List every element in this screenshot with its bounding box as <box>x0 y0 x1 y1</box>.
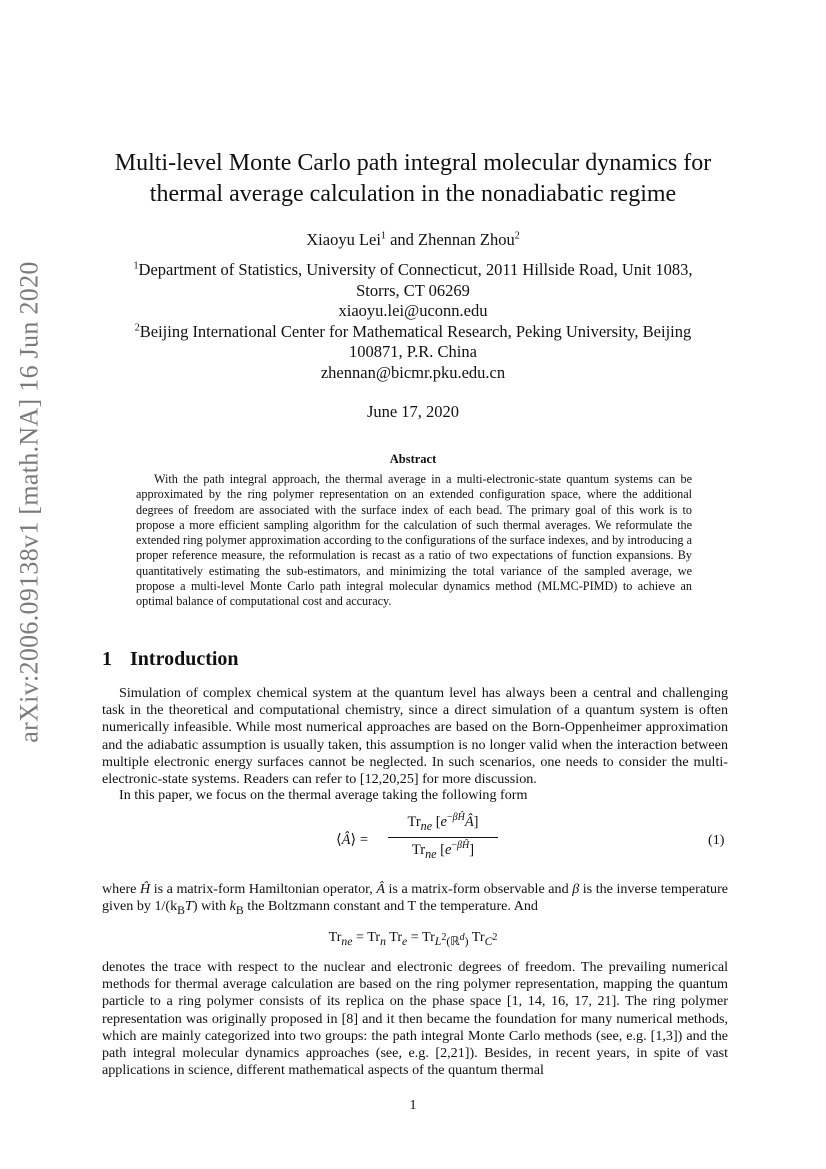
affiliation-2-line-2: 100871, P.R. China <box>349 342 477 361</box>
author-1-affil-mark: 1 <box>380 230 386 242</box>
title-line-1: Multi-level Monte Carlo path integral molecular dynamics for <box>114 150 712 176</box>
affiliations <box>100 260 726 383</box>
affiliation-1-mark: 1 <box>133 260 139 272</box>
equation-numerator: $Tr_{ne}$ $[e^{-\beta Ĥ}Â]$ <box>407 812 479 833</box>
section-heading <box>102 648 239 671</box>
affiliation-1-email: xiaoyu.lei@uconn.edu <box>338 301 488 320</box>
author-list <box>90 230 736 250</box>
abstract-heading: Abstract <box>389 452 437 466</box>
author-1-name: Xiaoyu Lei <box>306 230 381 249</box>
hamiltonian-symbol: Ĥ <box>139 881 151 897</box>
equation-fraction <box>388 812 498 862</box>
paper-title <box>90 148 736 210</box>
abstract-body: With the path integral approach, the thermal average in a multi-electronic-state quantum systems can be approximated by the ring polymer representation on an extended configuration space, where the additional degrees of freedom are associated with the surface index of each bead. The primary goal of this work is to propose a more efficient sampling algorithm for the calculation of such thermal averages. We reformulate the extended ring polymer approximation according to the configurations of the surface indexes, and by introducing a proper reference measure, the reformulation is recast as a ratio of two expectations of function expansions. By quantitatively estimating the sub-estimators, and minimizing the total variance of the sampled average, we propose a multi-level Monte Carlo path integral molecular dynamics method (MLMC-PIMD) to achieve an optimal balance of computational cost and accuracy. <box>136 472 692 609</box>
affiliation-2-line-1 <box>100 322 726 343</box>
p3-text-d: is the inverse temperature given by <box>102 881 729 915</box>
affiliation-1-line-2: Storrs, CT 06269 <box>356 280 470 300</box>
arxiv-identifier-stamp <box>6 261 54 743</box>
p3-text-b: is a matrix-form Hamiltonian operator, <box>150 881 377 897</box>
affiliation-1-line-1 <box>100 260 726 281</box>
affiliation-2-email: zhennan@bicmr.pku.edu.cn <box>320 362 506 382</box>
author-connector: and <box>385 230 419 249</box>
affiliation-2-text-line-1: Beijing International Center for Mathematical Research, Peking University, Beijing <box>139 321 692 341</box>
equation-lhs: ⟨Â⟩ = <box>336 832 368 848</box>
p3-text-a: where <box>102 881 140 897</box>
affiliation-2-mark: 2 <box>134 322 140 333</box>
author-2-name: Zhennan Zhou <box>418 230 515 249</box>
p3-text-c: is a matrix-form observable and <box>384 881 573 897</box>
equation-number: (1) <box>708 832 725 848</box>
intro-paragraph-4: denotes the trace with respect to the nuclear and electronic degrees of freedom. The prevailing numerical methods for thermal average calculation are based on the ring polymer representation, mapping the quantum particle to a ring polymer consists of its replica on the phase space [1, 14, 16, 17, 21]. The ring polymer representation was originally proposed in [8] and it then became the foundation for many numerical methods, which are mainly categorized into two groups: the path integral Monte Carlo methods (see, e.g. [1,3]) and the path integral molecular dynamics approaches (see, e.g. [2,21]). Besides, in recent years, in spite of vast applications in science, different mathematical aspects of the quantum thermal <box>102 959 728 1079</box>
p3-text-e: with <box>197 898 230 915</box>
intro-paragraph-2: In this paper, we focus on the thermal average taking the following form <box>119 787 528 803</box>
title-line-2: thermal average calculation in the nonadiabatic regime <box>149 181 677 207</box>
author-2-affil-mark: 2 <box>514 230 520 242</box>
section-title: Introduction <box>130 648 239 670</box>
equation-denominator: $Tr_{ne}$ $[e^{-\beta Ĥ}]$ <box>411 840 475 861</box>
observable-symbol: Â <box>376 881 385 897</box>
intro-paragraph-3: where Ĥ is a matrix-form Hamiltonian operator, Â is a matrix-form observable and β is the inverse temperature given by $1/(k_BT)$ with $k_B$ the Boltzmann constant and T the temperature. And <box>102 881 729 918</box>
equation-thermal-average <box>330 812 500 870</box>
inverse-temperature-fraction: $1/(k_BT)$ <box>154 898 198 918</box>
affiliation-1-text-line-1: Department of Statistics, University of Connecticut, 2011 Hillside Road, Unit 1083, <box>138 260 693 279</box>
beta-symbol: β <box>572 881 580 897</box>
equation-trace-definition: $Tr_{ne} = Tr_n$ $Tr_e = Tr_{L^2(ℝ^d)}$ $Tr_{C^2}$ <box>328 929 498 948</box>
boltzmann-symbol: k <box>229 898 236 915</box>
page-number: 1 <box>409 1098 417 1113</box>
arxiv-identifier-text: arXiv:2006.09138v1 [math.NA] 16 Jun 2020 <box>15 261 44 743</box>
section-number: 1 <box>102 648 112 670</box>
intro-paragraph-1: Simulation of complex chemical system at the quantum level has always been a central and challenging task in the theoretical and computational chemistry, since a direct simulation of a quantum system is often numerically infeasible. While most numerical approaches are based on the Born-Oppenheimer approximation and the adiabatic assumption is usually taken, this assumption is no longer valid when the interaction between multiple electronic energy surfaces cannot be neglected. In such scenarios, one needs to consider the multi-electronic-state systems. Readers can refer to [12,20,25] for more discussion. <box>102 685 728 788</box>
publication-date: June 17, 2020 <box>366 402 460 421</box>
p3-text-f: the Boltzmann constant and T the temperature. And <box>243 898 538 915</box>
